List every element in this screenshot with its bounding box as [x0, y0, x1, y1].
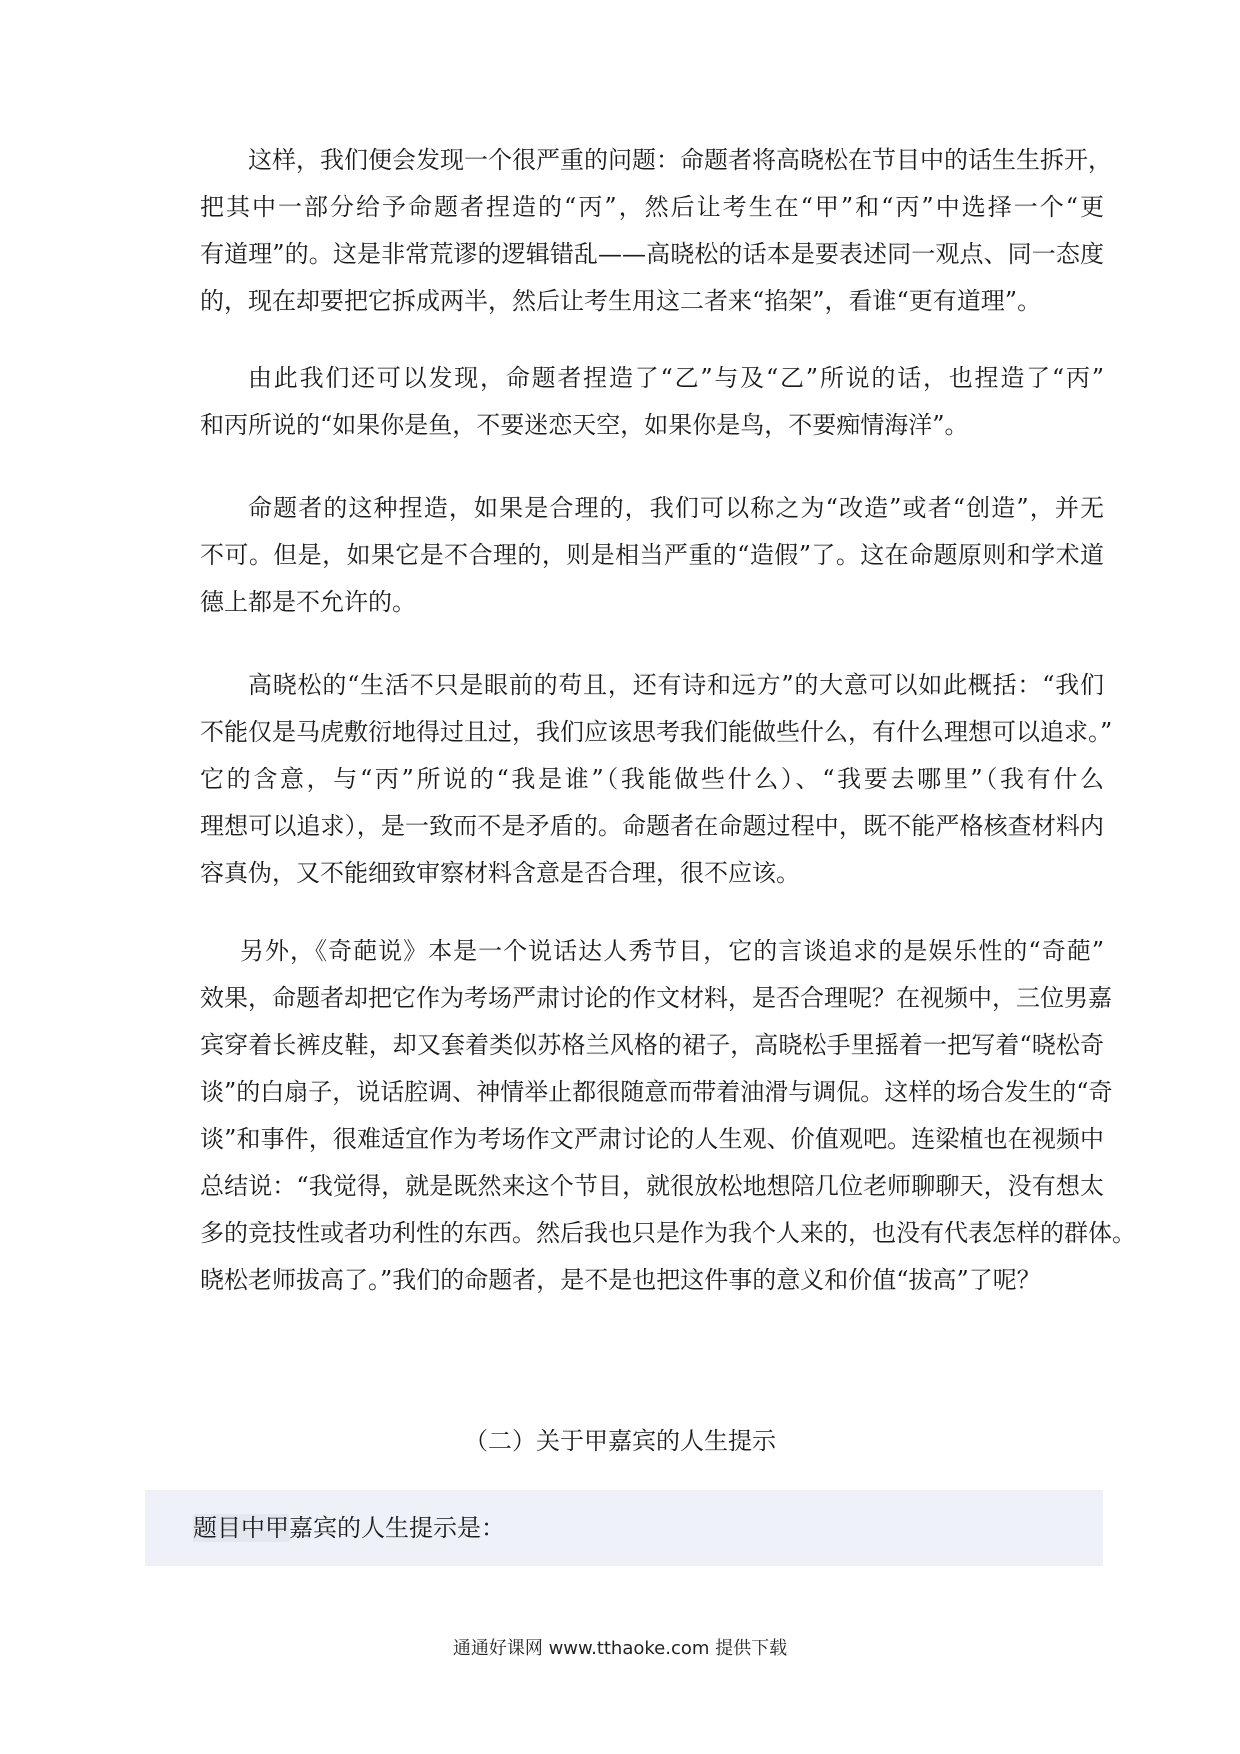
- text-line: 这样，我们便会发现一个很严重的问题：命题者将高晓松在节目中的话生生拆开，: [248, 146, 1112, 174]
- text-line: 多的竞技性或者功利性的东西。然后我也只是作为我个人来的，也没有代表怎样的群体。: [200, 1219, 1136, 1247]
- text-line: 把其中一部分给予命题者捏造的“丙”，然后让考生在“甲”和“丙”中选择一个“更: [200, 193, 1104, 221]
- text-line: 理想可以追求），是一致而不是矛盾的。命题者在命题过程中，既不能严格核查材料内: [200, 812, 1104, 840]
- text-line: 总结说：“我觉得，就是既然来这个节目，就很放松地想陪几位老师聊聊天，没有想太: [200, 1172, 1104, 1200]
- text-line: 的，现在却要把它拆成两半，然后让考生用这二者来“掐架”，看谁“更有道理”。: [200, 287, 1042, 315]
- text-line: 谈”的白扇子，说话腔调、神情举止都很随意而带着油滑与调侃。这样的场合发生的“奇: [200, 1078, 1113, 1106]
- text-line: 不可。但是，如果它是不合理的，则是相当严重的“造假”了。这在命题原则和学术道: [200, 541, 1104, 569]
- text-line: 命题者的这种捏造，如果是合理的，我们可以称之为“改造”或者“创造”，并无: [248, 494, 1104, 522]
- text-line: 有道理”的。这是非常荒谬的逻辑错乱——高晓松的话本是要表述同一观点、同一态度: [200, 240, 1104, 268]
- text-line: 容真伪，又不能细致审察材料含意是否合理，很不应该。: [200, 859, 800, 887]
- section-heading: （二）关于甲嘉宾的人生提示: [464, 1427, 776, 1455]
- text-line: 和丙所说的“如果你是鱼，不要迷恋天空，如果你是鸟，不要痴情海洋”。: [200, 411, 969, 439]
- callout-text: [193, 1510, 505, 1546]
- text-line: 由此我们还可以发现，命题者捏造了“乙”与及“乙”所说的话，也捏造了“丙”: [248, 364, 1104, 392]
- paragraph-3: [152, 485, 1104, 626]
- callout-rest-text: 嘉宾的人生提示是：: [289, 1514, 505, 1542]
- text-line: 高晓松的“生活不只是眼前的苟且，还有诗和远方”的大意可以如此概括：“我们: [248, 671, 1104, 699]
- text-line: 它的含意，与“丙”所说的“我是谁”（我能做些什么）、“我要去哪里”（我有什么: [200, 765, 1104, 793]
- text-line: 谈”和事件，很难适宜作为考场作文严肃讨论的人生观、价值观吧。连梁植也在视频中: [200, 1125, 1104, 1153]
- text-line: 效果，命题者却把它作为考场严肃讨论的作文材料，是否合理呢？在视频中，三位男嘉: [200, 984, 1112, 1012]
- text-line: 德上都是不允许的。: [200, 588, 416, 616]
- text-line: 另外，《奇葩说》本是一个说话达人秀节目，它的言谈追求的是娱乐性的“奇葩”: [240, 937, 1104, 965]
- highlighted-text: 题目中甲: [193, 1514, 289, 1542]
- paragraph-4: [152, 662, 1113, 897]
- shaded-callout: [145, 1490, 1103, 1566]
- page-footer: 通通好课网 www.tthaoke.com 提供下载: [452, 1638, 788, 1659]
- text-line: 晓松老师拔高了。”我们的命题者，是不是也把这件事的意义和价值“拔高”了呢？: [200, 1266, 1041, 1294]
- paragraph-1: [152, 137, 1112, 325]
- text-line: 宾穿着长裤皮鞋，却又套着类似苏格兰风格的裙子，高晓松手里摇着一把写着“晓松奇: [200, 1031, 1104, 1059]
- text-line: 不能仅是马虎敷衍地得过且过，我们应该思考我们能做些什么，有什么理想可以追求。”: [200, 718, 1113, 746]
- paragraph-5: [152, 928, 1136, 1304]
- paragraph-2: [152, 355, 1104, 449]
